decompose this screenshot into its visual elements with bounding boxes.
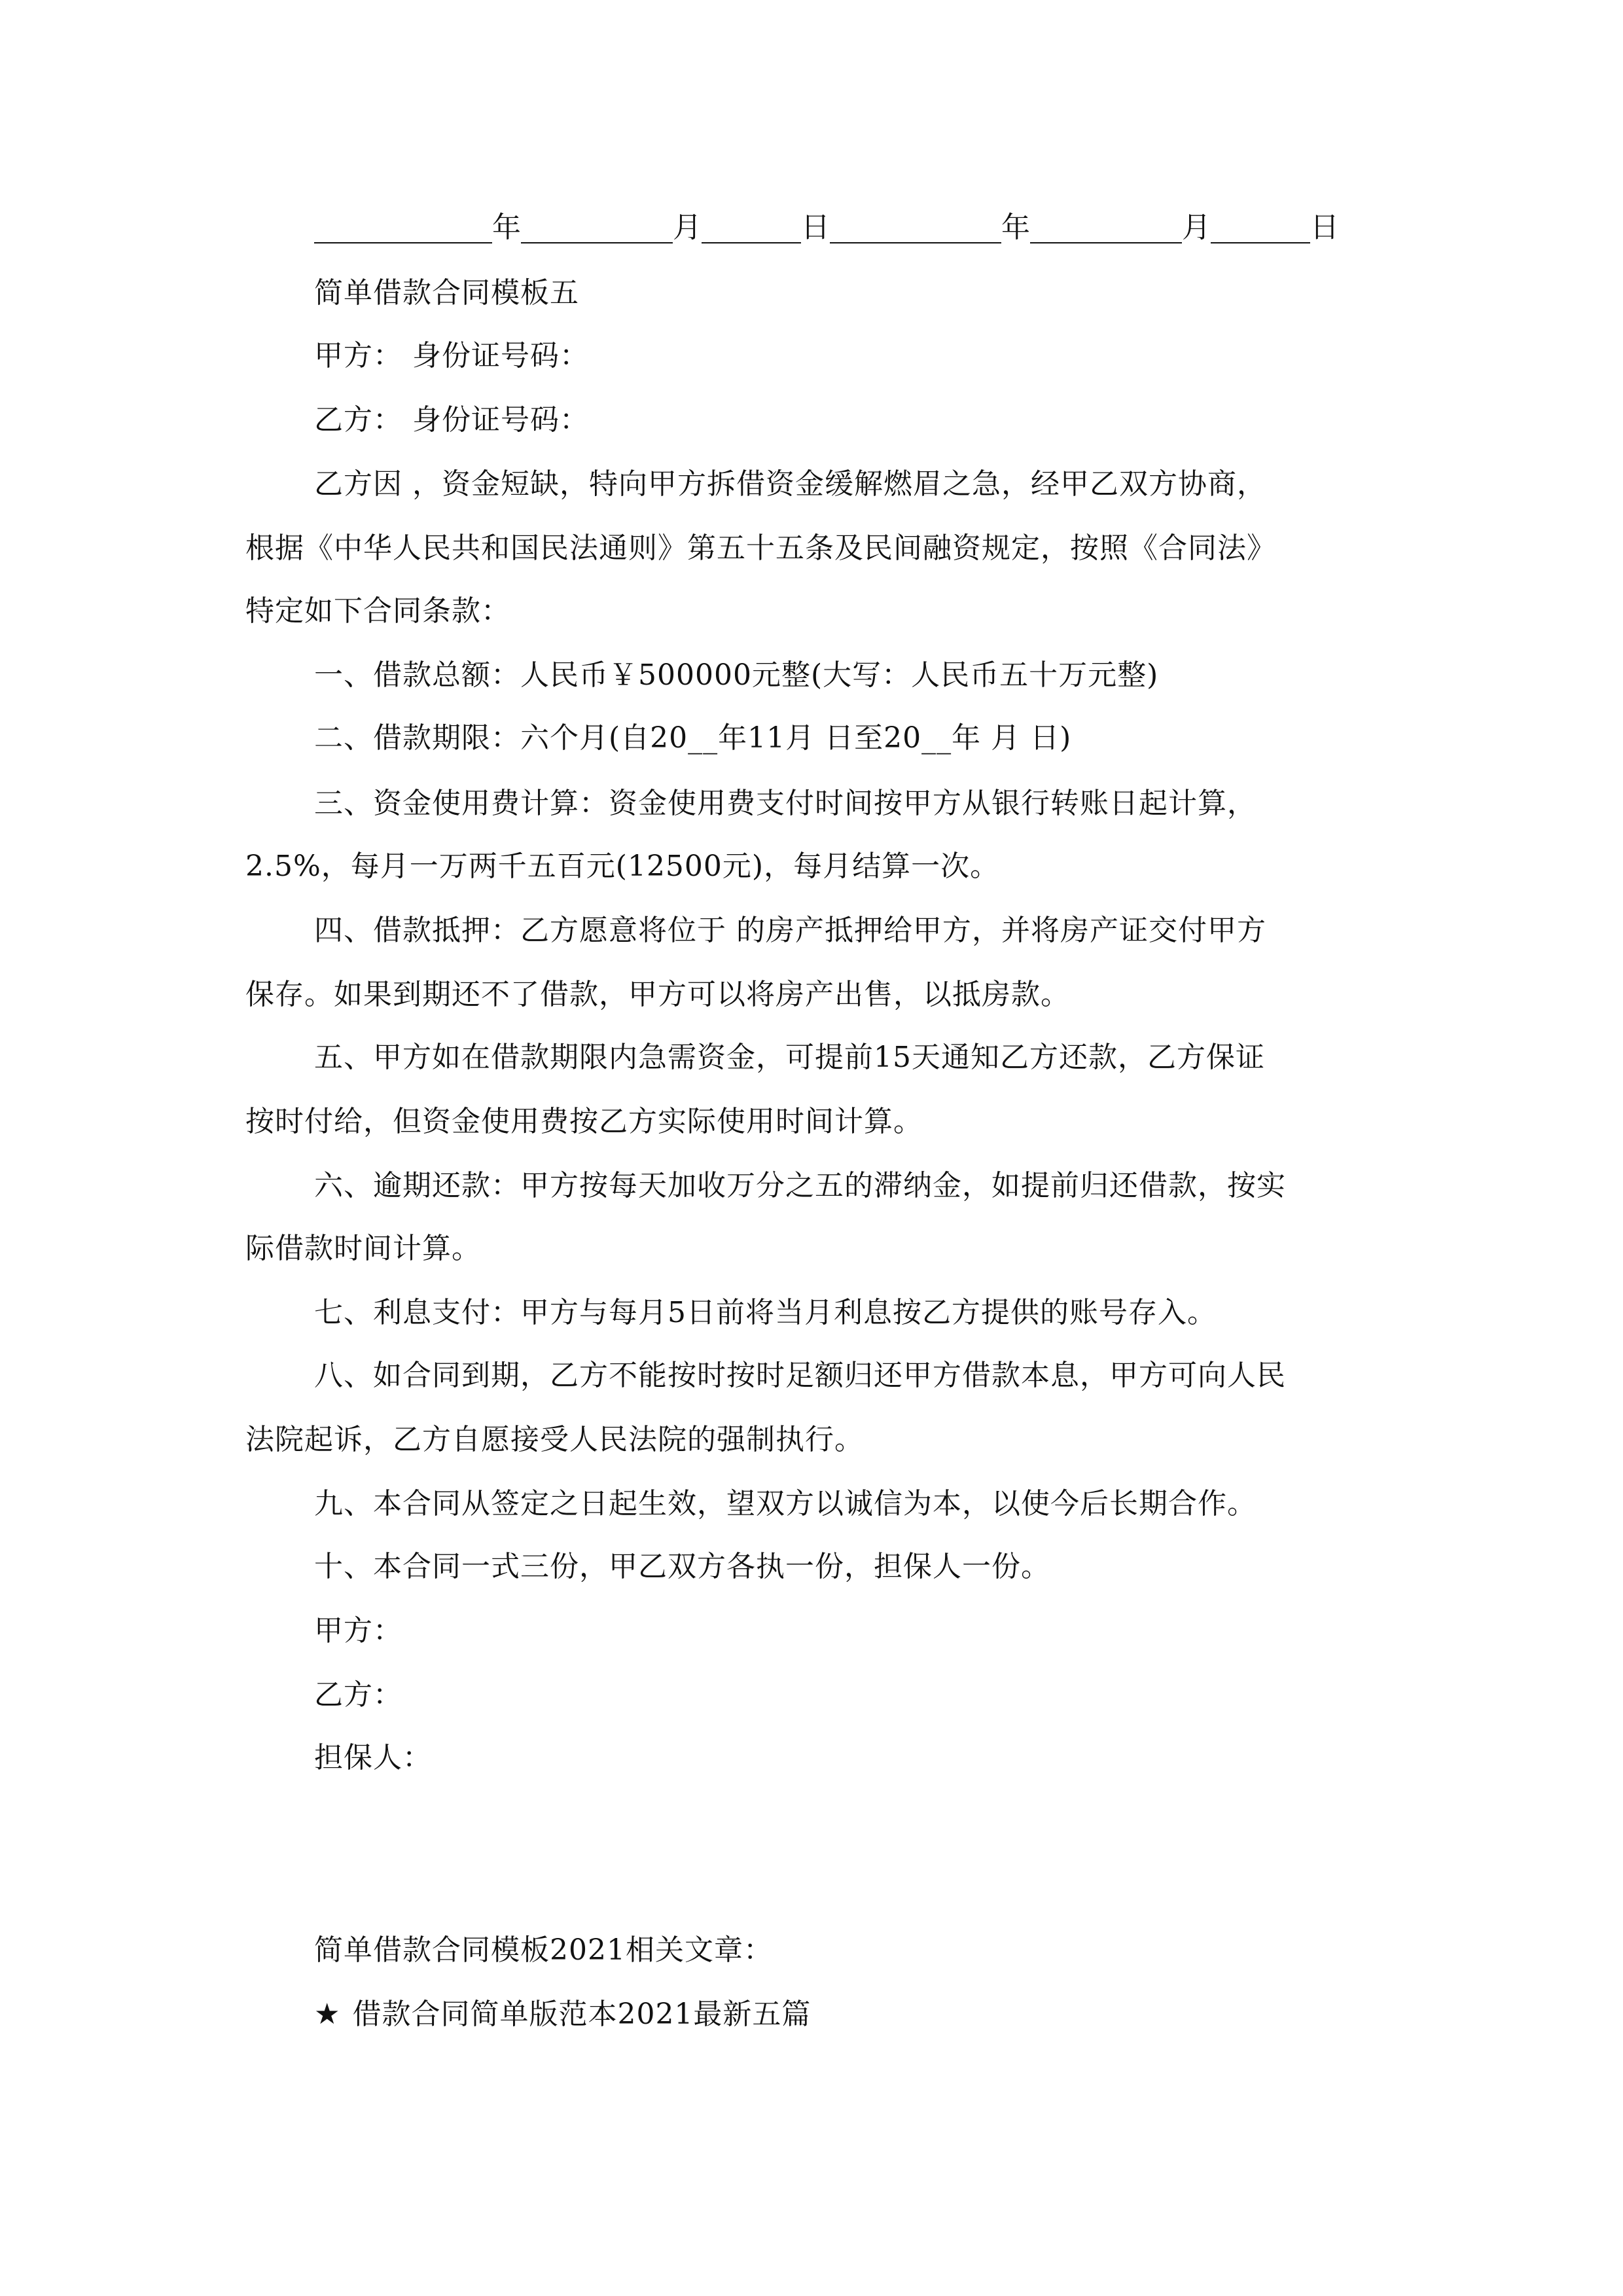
month-label-2: 月	[1182, 211, 1211, 244]
related-article-link[interactable]: 借款合同简单版范本2021最新五篇	[352, 1998, 812, 2031]
day-blank-2	[1211, 213, 1310, 243]
year-label-1: 年	[492, 211, 521, 244]
year-blank-1	[314, 213, 492, 243]
clause-10-line-1: 十、本合同一式三份，甲乙双方各执一份，担保人一份。	[314, 1550, 1050, 1583]
year-blank-2	[830, 213, 1001, 243]
related-heading: 简单借款合同模板2021相关文章：	[314, 1933, 773, 1967]
month-blank-1	[521, 213, 673, 243]
year-label-2: 年	[1001, 211, 1030, 244]
party-b-id-line: 乙方： 身份证号码：	[314, 403, 589, 437]
clause-6-line-1: 六、逾期还款：甲方按每天加收万分之五的滞纳金，如提前归还借款，按实	[314, 1169, 1286, 1202]
intro-line-1: 乙方因 ，资金短缺，特向甲方拆借资金缓解燃眉之急，经甲乙双方协商，	[314, 467, 1266, 501]
intro-line-2: 根据《中华人民共和国民法通则》第五十五条及民间融资规定，按照《合同法》	[245, 531, 1276, 565]
clause-3-line-2: 2.5%，每月一万两千五百元(12500元)，每月结算一次。	[245, 850, 1000, 883]
clause-8-line-1: 八、如合同到期，乙方不能按时按时足额归还甲方借款本息，甲方可向人民	[314, 1359, 1286, 1392]
clause-5-line-2: 按时付给，但资金使用费按乙方实际使用时间计算。	[245, 1105, 923, 1138]
clause-3-line-1: 三、资金使用费计算：资金使用费支付时间按甲方从银行转账日起计算，	[314, 787, 1257, 820]
day-label-1: 日	[801, 211, 830, 244]
document-title: 简单借款合同模板五	[314, 276, 579, 310]
clause-6-line-2: 际借款时间计算。	[245, 1232, 481, 1265]
day-blank-1	[702, 213, 801, 243]
clause-5-line-1: 五、甲方如在借款期限内急需资金，可提前15天通知乙方还款，乙方保证	[314, 1041, 1265, 1074]
day-label-2: 日	[1310, 211, 1339, 244]
signature-guarantor: 担保人：	[314, 1741, 432, 1774]
clause-4-line-1: 四、借款抵押：乙方愿意将位于 的房产抵押给甲方，并将房产证交付甲方	[314, 914, 1266, 947]
star-icon: ★	[314, 1998, 341, 2031]
clause-1-line-1: 一、借款总额：人民币￥500000元整(大写：人民币五十万元整)	[314, 658, 1159, 692]
related-article-item[interactable]	[314, 1995, 811, 2034]
date-line	[314, 208, 1339, 247]
signature-party-a: 甲方：	[314, 1614, 402, 1647]
month-blank-2	[1030, 213, 1182, 243]
clause-2-line-1: 二、借款期限：六个月(自20__年11月 日至20__年 月 日)	[314, 721, 1072, 755]
clause-4-line-2: 保存。如果到期还不了借款，甲方可以将房产出售，以抵房款。	[245, 978, 1070, 1011]
signature-party-b: 乙方：	[314, 1678, 402, 1712]
clause-9-line-1: 九、本合同从签定之日起生效，望双方以诚信为本，以使今后长期合作。	[314, 1487, 1257, 1520]
party-a-id-line: 甲方： 身份证号码：	[314, 339, 589, 372]
clause-8-line-2: 法院起诉，乙方自愿接受人民法院的强制执行。	[245, 1423, 864, 1456]
month-label-1: 月	[673, 211, 702, 244]
intro-line-3: 特定如下合同条款：	[245, 594, 510, 628]
clause-7-line-1: 七、利息支付：甲方与每月5日前将当月利息按乙方提供的账号存入。	[314, 1296, 1217, 1329]
